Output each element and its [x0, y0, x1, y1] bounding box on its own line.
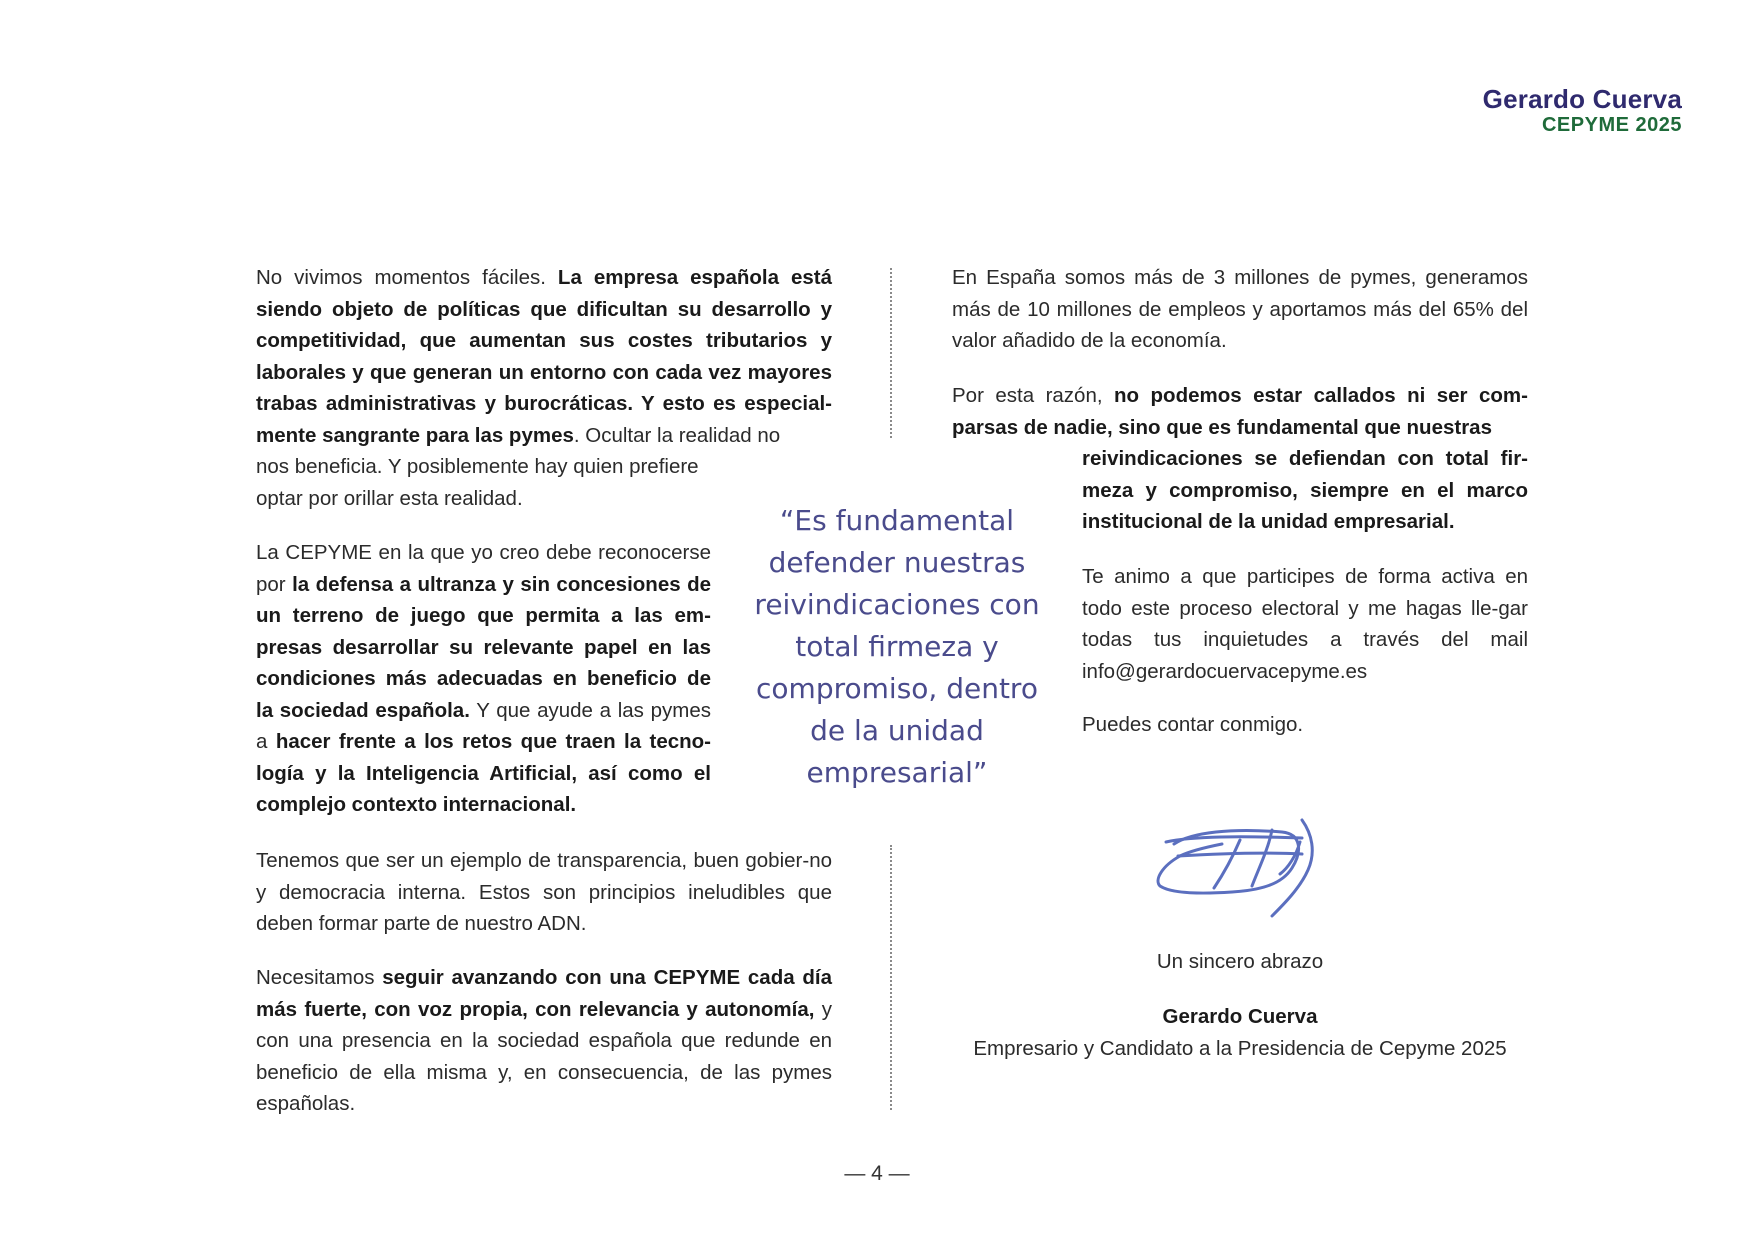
- bold-text: reivindicaciones se defiendan con total fir-meza y compromiso, siempre en el marco institucional de la unidad empresarial.: [1082, 447, 1528, 533]
- left-paragraph-3: Tenemos que ser un ejemplo de transparencia, buen gobier-no y democracia interna. Estos son principios ineludibles que deben formar parte de nuestro ADN.: [256, 849, 832, 935]
- closing-text: Un sincero abrazo: [1156, 950, 1324, 973]
- bold-text: Gerardo Cuerva: [1162, 1005, 1318, 1028]
- left-paragraph-4: [256, 962, 832, 1120]
- right-paragraph-2: [952, 380, 1528, 443]
- bold-text: La empresa española está siendo objeto de políticas que dificultan su desarrollo y competitividad, que aumentan sus costes tributarios y laborales y que generan un entorno con cada vez mayores trabas administrativas y burocráticas. Y esto es especial-mente sangrante para las pymes: [256, 266, 832, 447]
- text: Y que ayude a las pymes a: [256, 698, 711, 753]
- right-paragraph-2-tail: [1082, 443, 1528, 538]
- brand-name: Gerardo Cuerva: [1482, 84, 1682, 114]
- signer-name: [952, 1001, 1528, 1033]
- column-divider: [890, 845, 892, 1110]
- pull-quote: “Es fundamental defender nuestras reivindicaciones con total firmeza y compromiso, dentro de la unidad empresarial”: [754, 504, 1040, 789]
- page-number: — 4 —: [844, 1162, 910, 1185]
- bold-text: la defensa a ultranza y sin concesiones de un terreno de juego que permita a las em-presas desarrollar su relevante papel en las condiciones más adecuadas en beneficio de la sociedad española.: [256, 572, 711, 722]
- bold-text: hacer frente a los retos que traen la tecno-logía y la Inteligencia Artificial, así como el complejo contexto internacional.: [256, 730, 711, 816]
- signature-image: [1152, 812, 1332, 927]
- signer-title: Empresario y Candidato a la Presidencia de Cepyme 2025: [973, 1037, 1507, 1060]
- text: optar por orillar esta realidad.: [256, 486, 523, 510]
- left-paragraph-2: [256, 537, 711, 821]
- text: nos beneficia. Y posiblemente hay quien prefiere: [256, 455, 699, 478]
- right-paragraph-4: Puedes contar conmigo.: [1082, 713, 1304, 736]
- header-brand: [1483, 84, 1682, 136]
- right-paragraph-1: En España somos más de 3 millones de pymes, generamos más de 10 millones de empleos y aportamos más del 65% del valor añadido de la economía.: [952, 266, 1528, 352]
- text: Por esta razón,: [952, 384, 1115, 407]
- text: Necesitamos: [256, 966, 383, 989]
- text: No vivimos momentos fáciles.: [256, 266, 558, 289]
- text: y con una presencia en la sociedad española que redunde en beneficio de ella misma y, en consecuencia, de las pymes españolas.: [256, 997, 832, 1115]
- left-paragraph-1-tail: [256, 451, 716, 514]
- text: La CEPYME en la que yo creo debe reconocerse por: [256, 541, 711, 596]
- bold-text: no podemos estar callados ni ser com-parsas de nadie, sino que es fundamental que nuestras: [952, 384, 1528, 439]
- text: . Ocultar la realidad no: [573, 423, 781, 447]
- left-paragraph-1: [256, 262, 832, 451]
- signature-icon: [1152, 812, 1332, 922]
- brand-subtitle: CEPYME 2025: [1541, 114, 1682, 136]
- column-divider: [890, 268, 892, 438]
- bold-text: seguir avanzando con una CEPYME cada día más fuerte, con voz propia, con relevancia y autonomía,: [256, 966, 832, 1021]
- right-paragraph-3: Te animo a que participes de forma activa en todo este proceso electoral y me hagas lle-gar todas tus inquietudes a través del mail info@gerardocuervacepyme.es: [1082, 565, 1528, 683]
